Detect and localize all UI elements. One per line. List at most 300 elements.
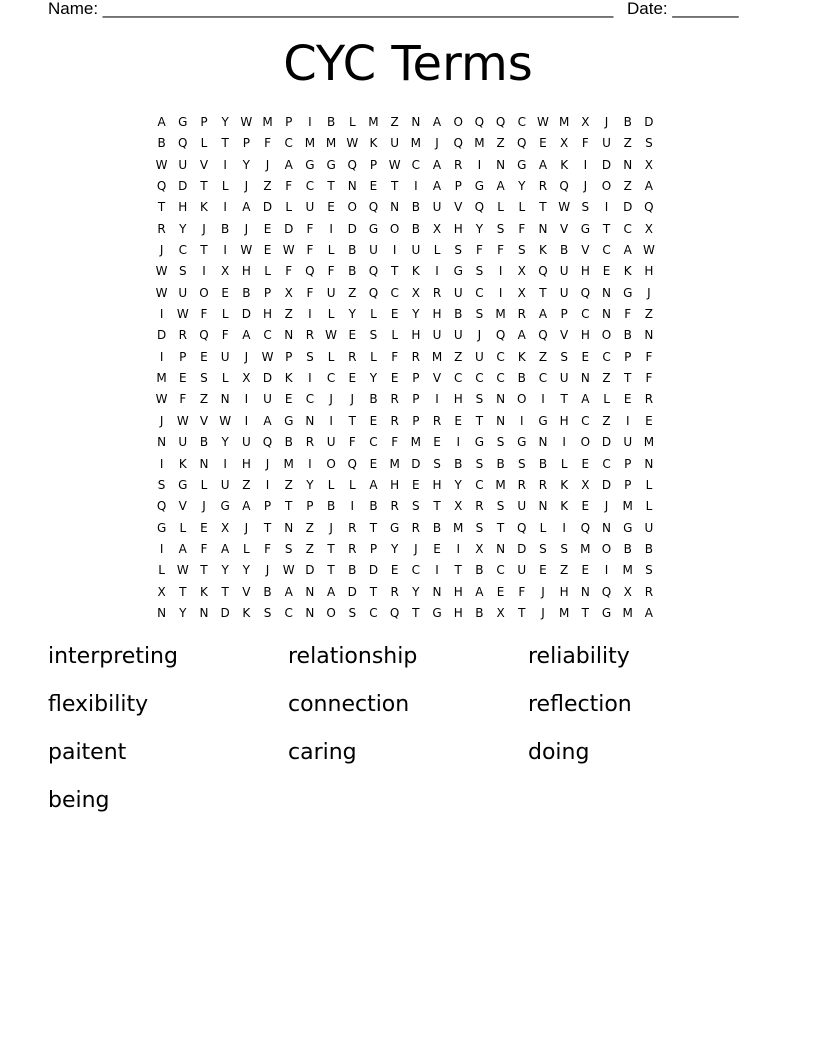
grid-letter: A <box>221 541 230 556</box>
grid-letter: G <box>220 499 230 514</box>
grid-letter: X <box>560 136 569 151</box>
grid-letter: K <box>200 584 208 599</box>
grid-letter: Q <box>156 499 167 514</box>
grid-row <box>151 411 671 432</box>
grid-letter: I <box>562 435 566 450</box>
grid-letter: L <box>327 243 335 258</box>
grid-letter: Y <box>242 157 251 172</box>
grid-letter: G <box>623 285 633 300</box>
word-list-item: relationship <box>288 644 418 669</box>
grid-letter: H <box>178 200 188 215</box>
grid-letter: W <box>155 264 168 279</box>
grid-letter: B <box>348 264 357 279</box>
grid-letter: E <box>539 136 547 151</box>
grid-letter: I <box>159 456 164 471</box>
grid-letter: R <box>348 520 357 535</box>
grid-letter: O <box>326 456 336 471</box>
grid-letter: J <box>435 136 439 151</box>
grid-letter: R <box>348 541 357 556</box>
grid-letter: O <box>601 328 612 343</box>
grid-letter: B <box>496 456 505 471</box>
grid-letter: N <box>538 499 548 514</box>
grid-letter: L <box>603 392 610 407</box>
grid-letter: E <box>263 243 272 258</box>
grid-letter: I <box>223 243 227 258</box>
grid-letter: J <box>604 115 609 129</box>
grid-letter: T <box>348 413 356 428</box>
grid-letter: B <box>369 499 378 514</box>
grid-letter: Y <box>390 541 399 556</box>
grid-letter: I <box>456 435 460 450</box>
header <box>48 0 748 20</box>
grid-letter: Y <box>412 307 420 322</box>
grid-letter: E <box>581 499 590 514</box>
word-list-item: reflection <box>528 692 632 717</box>
grid-letter: B <box>348 563 357 578</box>
grid-letter: Y <box>412 584 420 599</box>
grid-letter: B <box>644 541 654 556</box>
grid-row <box>151 496 671 517</box>
grid-letter: G <box>178 115 188 129</box>
grid-letter: I <box>308 307 312 322</box>
grid-letter: G <box>517 157 527 172</box>
grid-letter: I <box>244 413 249 428</box>
grid-letter: R <box>348 349 357 364</box>
grid-letter: W <box>219 413 232 428</box>
grid-row <box>151 112 671 133</box>
word-list-item: interpreting <box>48 644 178 669</box>
grid-row <box>151 155 671 176</box>
grid-letter: I <box>308 371 312 386</box>
grid-letter: C <box>411 157 421 172</box>
grid-letter: K <box>560 499 569 514</box>
grid-letter: D <box>601 477 612 492</box>
grid-letter: N <box>220 392 230 407</box>
grid-letter: S <box>433 456 441 471</box>
grid-letter: A <box>496 179 505 194</box>
grid-letter: A <box>242 328 251 343</box>
grid-letter: D <box>284 221 294 236</box>
grid-letter: A <box>432 157 442 172</box>
grid-letter: I <box>562 520 566 535</box>
grid-letter: E <box>348 371 357 386</box>
grid-letter: E <box>390 307 399 322</box>
grid-letter: C <box>369 605 378 620</box>
grid-letter: W <box>282 243 295 258</box>
grid-letter: B <box>326 499 336 514</box>
grid-row <box>151 560 671 581</box>
grid-letter: N <box>623 157 633 172</box>
grid-letter: R <box>517 477 526 492</box>
grid-letter: B <box>242 285 251 300</box>
grid-letter: C <box>263 328 272 343</box>
grid-row <box>151 454 671 475</box>
grid-letter: G <box>517 435 527 450</box>
grid-letter: R <box>305 328 315 343</box>
grid-letter: W <box>240 115 253 129</box>
word-list-item: caring <box>288 740 357 765</box>
grid-letter: D <box>517 541 527 556</box>
grid-letter: W <box>240 243 253 258</box>
grid-letter: Y <box>518 179 526 194</box>
grid-row <box>151 347 671 368</box>
grid-letter: J <box>244 179 249 194</box>
grid-row <box>151 368 671 389</box>
grid-letter: I <box>604 563 609 578</box>
grid-letter: R <box>390 584 399 599</box>
grid-letter: W <box>176 307 189 322</box>
grid-letter: F <box>306 243 314 258</box>
grid-letter: W <box>155 392 168 407</box>
grid-letter: N <box>580 584 590 599</box>
grid-letter: B <box>157 136 166 151</box>
grid-letter: E <box>433 435 441 450</box>
grid-letter: A <box>242 499 251 514</box>
grid-letter: D <box>601 157 612 172</box>
grid-letter: C <box>390 285 399 300</box>
grid-letter: I <box>244 392 249 407</box>
grid-letter: B <box>454 456 463 471</box>
grid-letter: N <box>580 371 590 386</box>
grid-letter: Q <box>644 200 654 215</box>
grid-letter: L <box>539 520 547 535</box>
grid-letter: X <box>221 520 230 535</box>
grid-letter: T <box>221 136 229 151</box>
grid-letter: Q <box>262 435 273 450</box>
grid-letter: B <box>432 520 442 535</box>
grid-letter: I <box>435 392 439 407</box>
grid-letter: H <box>390 477 400 492</box>
grid-letter: S <box>475 456 484 471</box>
grid-letter: B <box>454 307 463 322</box>
grid-letter: W <box>261 349 274 364</box>
grid-letter: I <box>456 541 460 556</box>
grid-letter: T <box>157 200 166 215</box>
grid-letter: S <box>369 328 378 343</box>
grid-letter: L <box>348 115 356 129</box>
grid-letter: N <box>644 328 654 343</box>
grid-letter: P <box>306 499 314 514</box>
grid-letter: K <box>369 136 378 151</box>
grid-letter: S <box>539 541 547 556</box>
grid-letter: C <box>602 349 611 364</box>
grid-letter: G <box>474 179 485 194</box>
grid-letter: Q <box>538 264 548 279</box>
grid-letter: F <box>285 264 293 279</box>
grid-letter: D <box>347 221 357 236</box>
grid-letter: X <box>517 285 526 300</box>
grid-letter: E <box>178 371 187 386</box>
grid-letter: G <box>368 221 379 236</box>
grid-letter: Q <box>517 520 527 535</box>
grid-letter: B <box>199 435 209 450</box>
grid-letter: F <box>518 584 526 599</box>
grid-letter: H <box>411 328 421 343</box>
grid-letter: J <box>202 499 206 514</box>
grid-letter: D <box>262 371 273 386</box>
grid-letter: K <box>178 456 187 471</box>
grid-letter: Q <box>474 200 485 215</box>
grid-letter: J <box>414 541 418 556</box>
grid-letter: S <box>178 264 187 279</box>
grid-letter: U <box>390 136 400 151</box>
grid-letter: J <box>604 499 609 514</box>
grid-letter: G <box>326 157 336 172</box>
grid-letter: C <box>284 605 293 620</box>
grid-letter: X <box>221 264 230 279</box>
grid-letter: R <box>178 328 187 343</box>
grid-letter: N <box>538 221 548 236</box>
grid-letter: U <box>644 520 654 535</box>
grid-letter: X <box>432 221 442 236</box>
grid-letter: T <box>369 584 378 599</box>
grid-letter: N <box>602 520 612 535</box>
grid-letter: E <box>369 456 378 471</box>
grid-letter: U <box>178 285 188 300</box>
grid-letter: T <box>433 499 441 514</box>
grid-letter: U <box>559 371 569 386</box>
grid-letter: G <box>580 221 590 236</box>
grid-letter: Y <box>221 435 229 450</box>
grid-letter: E <box>412 477 420 492</box>
grid-letter: K <box>517 349 526 364</box>
grid-letter: M <box>389 456 400 471</box>
grid-letter: U <box>369 243 378 258</box>
grid-letter: M <box>431 349 443 364</box>
grid-letter: V <box>199 413 209 428</box>
grid-letter: S <box>517 456 526 471</box>
grid-letter: L <box>327 477 335 492</box>
grid-letter: B <box>623 328 632 343</box>
date-field-label: Date: _______ <box>627 0 739 18</box>
grid-letter: D <box>156 328 167 343</box>
grid-letter: W <box>537 115 549 129</box>
grid-letter: N <box>390 200 400 215</box>
grid-letter: E <box>390 563 399 578</box>
grid-letter: N <box>305 584 315 599</box>
grid-letter: B <box>326 115 336 129</box>
grid-letter: I <box>265 477 270 492</box>
grid-letter: E <box>200 520 208 535</box>
grid-letter: I <box>329 413 333 428</box>
grid-letter: Q <box>305 264 315 279</box>
grid-letter: A <box>178 541 187 556</box>
grid-letter: R <box>305 435 315 450</box>
grid-letter: P <box>369 541 378 556</box>
grid-letter: U <box>602 136 611 151</box>
grid-letter: E <box>433 541 441 556</box>
grid-letter: B <box>411 200 420 215</box>
grid-letter: F <box>200 307 208 322</box>
grid-letter: Z <box>538 349 548 364</box>
grid-letter: U <box>475 349 484 364</box>
grid-letter: D <box>241 307 251 322</box>
grid-letter: P <box>242 136 250 151</box>
grid-letter: T <box>539 200 547 215</box>
page-title: CYC Terms <box>283 36 533 92</box>
grid-letter: I <box>498 285 503 300</box>
grid-letter: O <box>389 221 400 236</box>
grid-letter: T <box>200 243 208 258</box>
grid-letter: A <box>242 200 251 215</box>
grid-letter: I <box>477 157 482 172</box>
grid-letter: A <box>284 157 293 172</box>
grid-letter: I <box>159 349 164 364</box>
grid-letter: T <box>390 179 399 194</box>
grid-letter: I <box>392 243 397 258</box>
grid-letter: N <box>157 605 167 620</box>
grid-letter: M <box>410 435 422 450</box>
grid-letter: Y <box>454 477 462 492</box>
grid-letter: Y <box>475 221 484 236</box>
grid-letter: N <box>199 456 209 471</box>
grid-letter: F <box>306 221 314 236</box>
grid-letter: Z <box>623 179 632 194</box>
grid-letter: T <box>179 584 187 599</box>
grid-letter: A <box>517 328 526 343</box>
grid-letter: C <box>496 563 505 578</box>
grid-letter: E <box>539 563 547 578</box>
grid-letter: P <box>369 157 378 172</box>
grid-letter: S <box>284 541 293 556</box>
grid-letter: H <box>580 264 590 279</box>
grid-letter: L <box>264 264 271 279</box>
grid-letter: G <box>390 520 400 535</box>
grid-letter: T <box>221 584 229 599</box>
grid-letter: K <box>560 157 569 172</box>
grid-letter: W <box>155 285 168 300</box>
grid-letter: T <box>412 605 420 620</box>
grid-letter: B <box>411 221 420 236</box>
grid-letter: G <box>623 520 633 535</box>
grid-letter: I <box>604 200 609 215</box>
grid-letter: M <box>304 136 316 151</box>
grid-letter: V <box>178 499 187 514</box>
grid-letter: W <box>558 200 571 215</box>
grid-letter: L <box>560 456 568 471</box>
grid-letter: B <box>560 243 569 258</box>
grid-letter: Y <box>179 221 187 236</box>
grid-letter: L <box>200 477 208 492</box>
grid-letter: E <box>200 349 208 364</box>
grid-letter: Q <box>178 136 188 151</box>
grid-letter: Z <box>242 477 251 492</box>
grid-letter: N <box>496 541 506 556</box>
grid-letter: Q <box>368 264 379 279</box>
grid-letter: S <box>157 477 166 492</box>
grid-letter: N <box>347 179 357 194</box>
grid-letter: S <box>454 243 463 258</box>
grid-letter: I <box>223 456 227 471</box>
grid-letter: F <box>645 349 653 364</box>
grid-letter: T <box>285 499 293 514</box>
grid-letter: G <box>601 605 612 620</box>
grid-letter: M <box>262 115 273 129</box>
name-field-label: Name: ______________________________________________________ <box>48 0 614 18</box>
grid-letter: C <box>284 136 293 151</box>
grid-letter: S <box>200 371 208 386</box>
grid-letter: U <box>432 200 442 215</box>
grid-letter: R <box>517 307 526 322</box>
grid-letter: P <box>200 115 208 129</box>
grid-letter: K <box>539 243 547 258</box>
grid-letter: J <box>159 413 164 428</box>
grid-letter: O <box>347 200 357 215</box>
grid-letter: P <box>285 115 293 129</box>
grid-letter: A <box>263 413 272 428</box>
grid-letter: I <box>159 307 164 322</box>
word-search-grid <box>151 112 671 624</box>
grid-letter: R <box>157 221 166 236</box>
grid-letter: C <box>581 307 590 322</box>
grid-letter: N <box>305 413 315 428</box>
grid-row <box>151 219 671 240</box>
grid-letter: X <box>517 264 526 279</box>
grid-letter: E <box>454 413 463 428</box>
grid-letter: W <box>325 328 338 343</box>
grid-letter: C <box>326 371 336 386</box>
grid-letter: J <box>647 285 651 300</box>
grid-letter: Q <box>368 285 379 300</box>
grid-letter: F <box>497 243 505 258</box>
grid-letter: M <box>643 435 655 450</box>
grid-letter: S <box>306 349 314 364</box>
grid-letter: F <box>327 264 335 279</box>
grid-letter: T <box>518 605 526 620</box>
grid-letter: J <box>541 584 545 599</box>
grid-letter: N <box>284 520 294 535</box>
grid-letter: F <box>581 136 589 151</box>
grid-letter: L <box>243 541 250 556</box>
grid-letter: L <box>200 136 208 151</box>
grid-letter: S <box>475 392 484 407</box>
grid-letter: K <box>623 264 632 279</box>
grid-letter: I <box>308 456 312 471</box>
grid-letter: P <box>624 456 632 471</box>
grid-letter: B <box>475 605 484 620</box>
grid-letter: Z <box>644 307 654 322</box>
grid-letter: S <box>645 563 653 578</box>
grid-letter: N <box>538 435 548 450</box>
grid-row <box>151 240 671 261</box>
grid-letter: E <box>327 200 335 215</box>
grid-letter: H <box>453 221 463 236</box>
grid-letter: F <box>518 221 526 236</box>
grid-letter: H <box>644 264 654 279</box>
grid-letter: T <box>369 520 378 535</box>
grid-letter: U <box>220 349 230 364</box>
grid-letter: U <box>623 435 633 450</box>
grid-letter: F <box>264 541 271 556</box>
grid-letter: M <box>325 136 337 151</box>
grid-letter: F <box>624 307 632 322</box>
grid-letter: L <box>158 563 165 578</box>
grid-letter: W <box>388 157 401 172</box>
grid-letter: C <box>602 243 611 258</box>
grid-letter: U <box>241 435 251 450</box>
grid-letter: T <box>327 541 335 556</box>
grid-letter: P <box>263 285 272 300</box>
grid-letter: A <box>284 584 293 599</box>
grid-letter: I <box>350 499 355 514</box>
grid-letter: O <box>601 541 612 556</box>
grid-letter: S <box>475 520 484 535</box>
grid-letter: D <box>347 584 357 599</box>
grid-letter: Z <box>602 371 611 386</box>
grid-letter: A <box>644 179 654 194</box>
grid-letter: U <box>559 264 569 279</box>
grid-letter: Z <box>263 179 272 194</box>
